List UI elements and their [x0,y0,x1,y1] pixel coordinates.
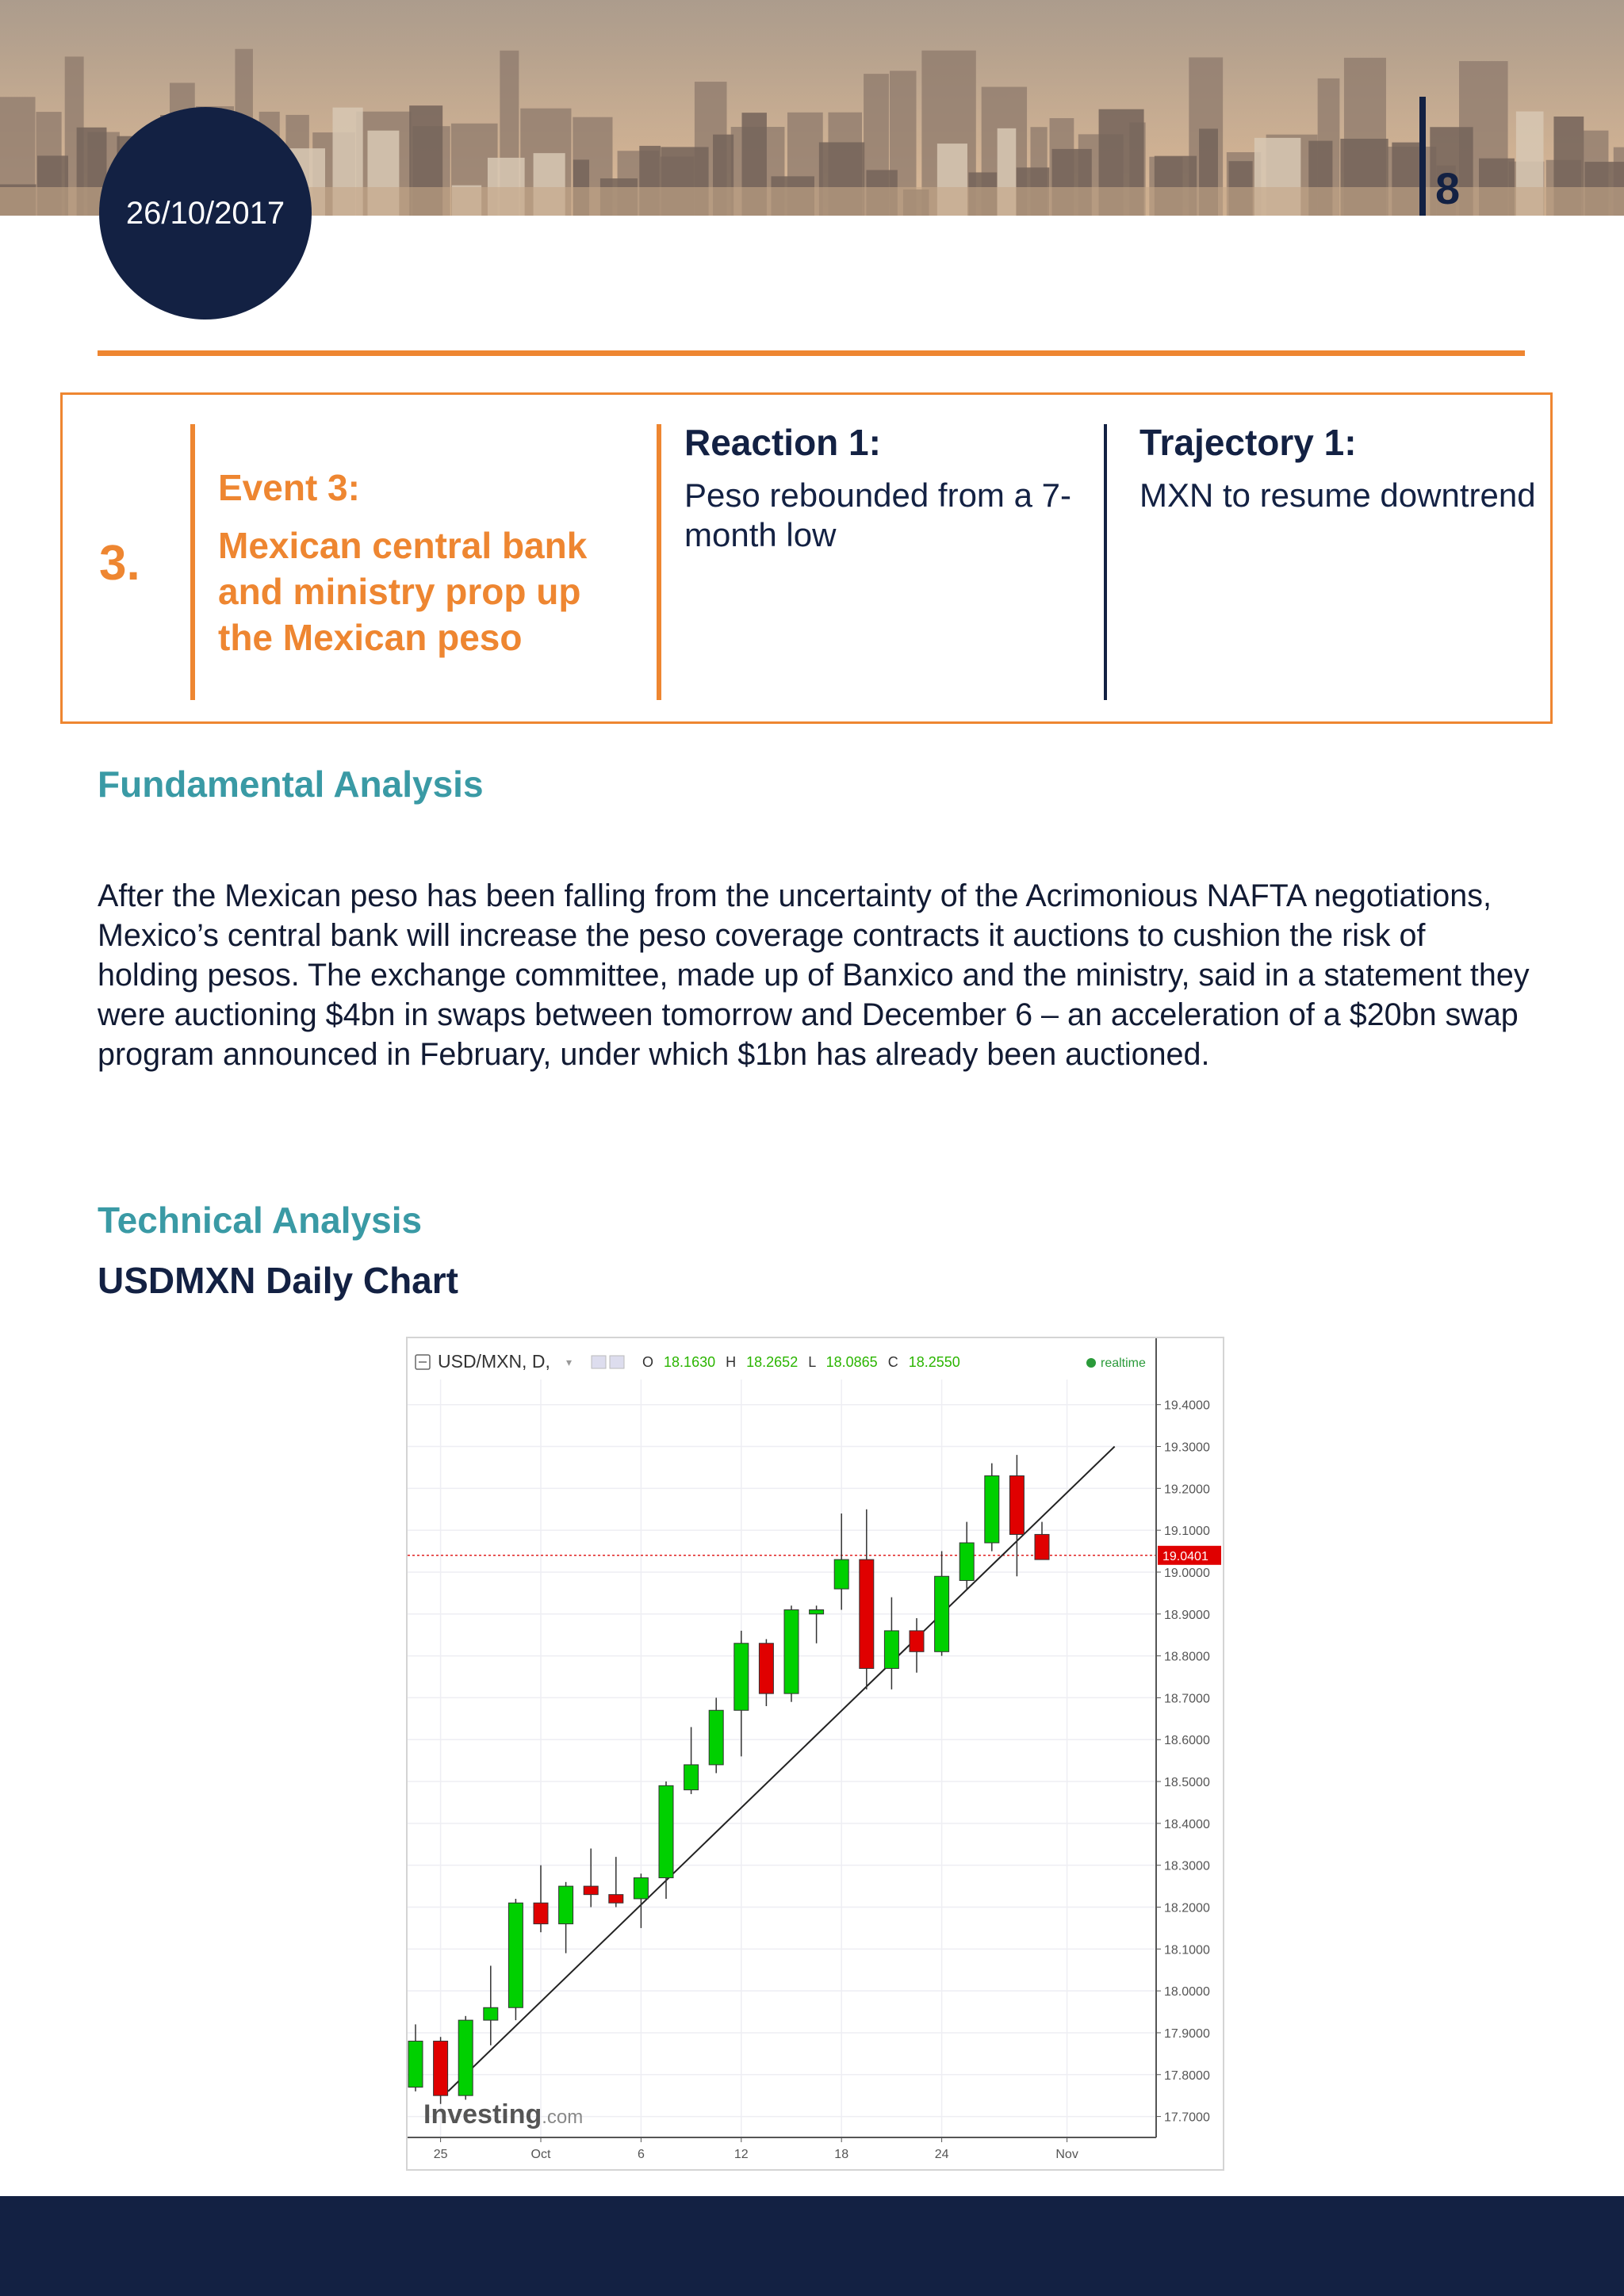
event-number: 3. [99,536,140,591]
x-tick-label: Oct [530,2148,551,2161]
candle-up [810,1609,824,1613]
candle-down [584,1886,598,1895]
ohlc-low-label: L [808,1354,816,1370]
candle-up [559,1886,573,1924]
event-title-block [218,464,630,660]
compare-icon[interactable] [610,1356,624,1368]
candle-up [784,1609,799,1693]
x-tick-label: 25 [433,2148,448,2161]
y-tick-label: 19.3000 [1164,1441,1210,1455]
candle-up [884,1631,898,1669]
y-tick-label: 18.1000 [1164,1943,1210,1957]
candle-up [508,1903,523,2007]
fundamental-analysis-body: After the Mexican peso has been falling from the uncertainty of the Acrimonious NAFTA negotiations, Mexico’s central bank will increase the peso coverage contracts it auctions to cushion the risk of holding pesos. The exchange committee, made up of Banxico and the ministry, said in a statement they were auctioning $4bn in swaps between tomorrow and December 6 – an acceleration of a $20bn swap program announced in February, under which $1bn has already been auctioned. [98,878,1530,1072]
ohlc-high-label: H [726,1354,737,1370]
candle-up [959,1543,974,1581]
x-tick-label: 24 [934,2148,949,2161]
page-number: 8 [1435,163,1461,213]
y-tick-label: 18.3000 [1164,1859,1210,1873]
y-tick-label: 19.0000 [1164,1566,1210,1580]
trajectory-divider-bar [1104,424,1107,700]
candle-down [759,1644,773,1693]
trajectory-text: MXN to resume downtrend [1139,476,1536,514]
realtime-label: realtime [1101,1357,1146,1370]
candle-down [609,1895,623,1904]
reaction-text: Peso rebounded from a 7-month low [684,476,1071,553]
reaction-divider-bar [657,424,661,700]
y-tick-label: 18.2000 [1164,1901,1210,1915]
y-tick-label: 17.9000 [1164,2026,1210,2041]
y-tick-label: 18.0000 [1164,1985,1210,1999]
x-axis [408,2137,1156,2161]
y-tick-label: 18.8000 [1164,1650,1210,1664]
y-tick-label: 18.4000 [1164,1817,1210,1831]
ohlc-low-value: 18.0865 [825,1354,878,1370]
candle-up [458,2020,473,2095]
candle-up [985,1475,999,1543]
ohlc-close-label: C [887,1354,898,1370]
x-tick-label: 12 [733,2148,749,2161]
candle-down [910,1631,924,1651]
divider-line [98,350,1525,356]
event-divider-bar [190,424,195,700]
y-tick-label: 19.1000 [1164,1525,1210,1539]
date-badge: 26/10/2017 [99,107,312,320]
x-tick-label: Nov [1055,2148,1078,2161]
candle-up [834,1559,848,1589]
x-tick-label: 18 [834,2148,849,2161]
candle-up [484,2007,498,2020]
chart-symbol: USD/MXN, D, [438,1351,550,1372]
usdmxn-chart-image [406,1337,1224,2171]
reaction-label: Reaction 1: [684,422,881,463]
candle-up [734,1644,749,1711]
reaction-column [684,419,1081,555]
page-number-bar [1419,97,1426,216]
x-tick-label: 6 [637,2148,645,2161]
page-footer [0,2196,1624,2296]
candle-down [860,1559,874,1668]
fundamental-analysis-heading: Fundamental Analysis [98,763,484,805]
technical-analysis-heading: Technical Analysis [98,1200,423,1241]
trajectory-column [1139,419,1536,515]
plot-area [408,1380,1156,2137]
candlestick-chart [408,1338,1223,2169]
event-label: Event 3: [218,467,360,508]
ohlc-close-value: 18.2550 [908,1354,960,1370]
dropdown-caret-icon[interactable]: ▾ [566,1356,573,1368]
watermark-suffix: .com [542,2107,584,2128]
realtime-dot-icon [1086,1358,1096,1368]
ohlc-open-label: O [642,1354,654,1370]
chart-grid [408,1380,1156,2137]
watermark-logo: Investing [423,2099,542,2130]
ohlc-high-value: 18.2652 [746,1354,799,1370]
trajectory-label: Trajectory 1: [1139,422,1357,463]
y-tick-label: 18.6000 [1164,1734,1210,1748]
event-title: Mexican central bank and ministry prop up the Mexican peso [218,525,588,658]
candle-up [709,1710,723,1765]
settings-icon[interactable] [592,1356,606,1368]
candle-down [434,2042,448,2096]
candle-down [1009,1475,1024,1534]
candle-up [935,1576,949,1651]
y-tick-label: 18.7000 [1164,1692,1210,1706]
y-tick-label: 18.5000 [1164,1776,1210,1790]
ohlc-open-value: 18.1630 [664,1354,716,1370]
y-tick-label: 17.7000 [1164,2110,1210,2125]
y-tick-label: 19.4000 [1164,1399,1210,1413]
y-tick-label: 19.2000 [1164,1483,1210,1497]
candle-up [684,1765,699,1790]
candle-down [534,1903,548,1923]
current-price-label: 19.0401 [1162,1549,1208,1563]
svg-text:O 18.1630 H [642,1354,960,1370]
y-tick-label: 18.9000 [1164,1608,1210,1622]
candle-up [659,1785,673,1877]
candle-up [408,2042,423,2087]
y-tick-label: 17.8000 [1164,2068,1210,2083]
candle-up [634,1878,648,1899]
chart-subheading: USDMXN Daily Chart [98,1260,458,1301]
candle-down [1035,1534,1049,1559]
y-axis [1156,1338,1221,2137]
